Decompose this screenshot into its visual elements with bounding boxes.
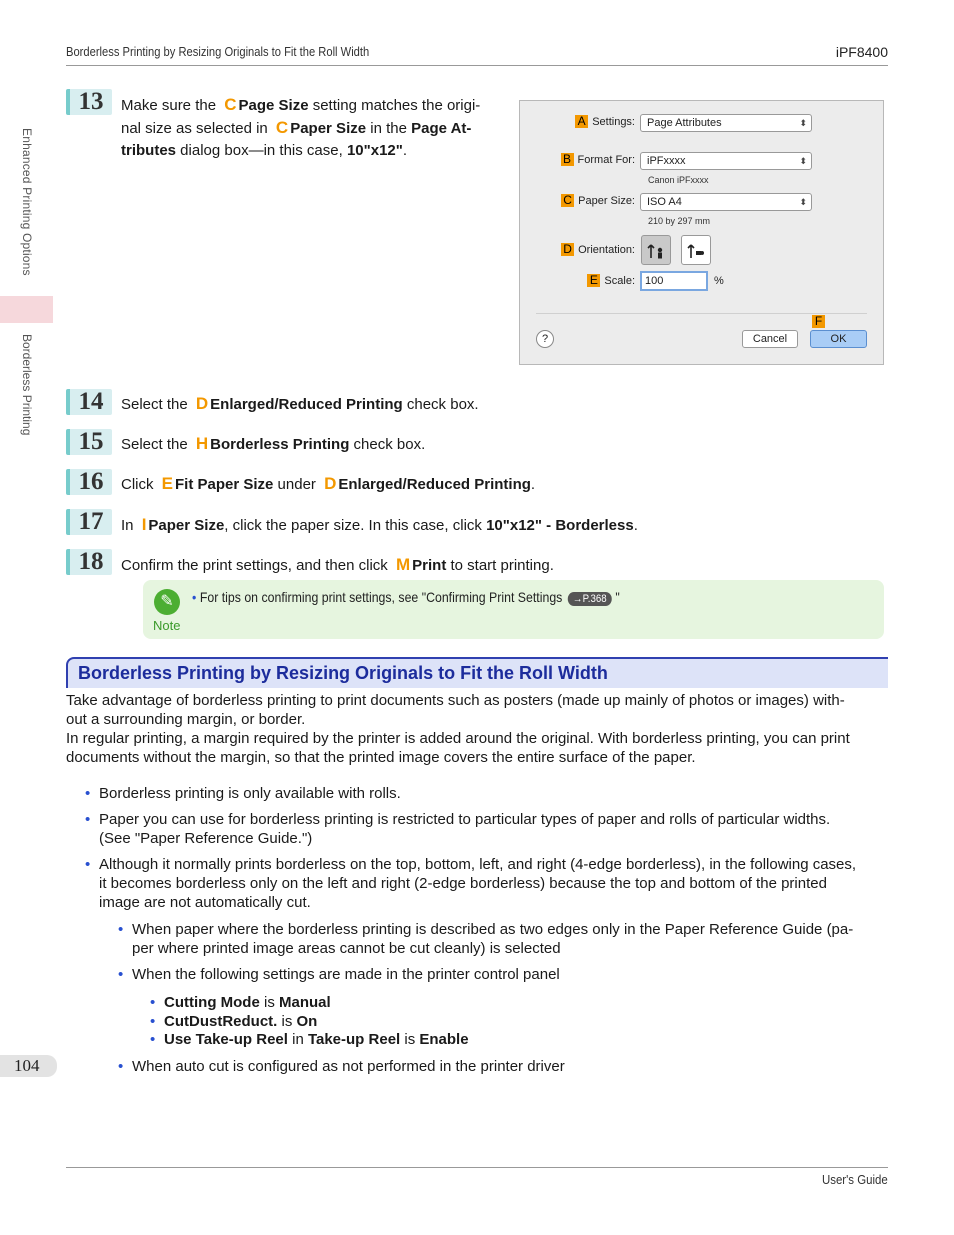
- intro-paragraph-2: In regular printing, a margin required by the printer is added around the original. With borderless printing, you can print documents without the margin, so that the printed image covers the entire surface of the paper.: [66, 730, 850, 766]
- section-heading-bar: [66, 657, 888, 688]
- orientation-label: D Orientation:: [545, 243, 635, 256]
- step-number: 16: [66, 469, 112, 495]
- step-13-text: Make sure the C Page Size setting matches the origi- nal size as selected in C Paper Size in the Page At- tributes dialog box—in this case, 10"x12".: [121, 95, 481, 159]
- format-for-popup[interactable]: iPFxxxx ⬍: [640, 152, 812, 170]
- step-15-text: Select the H Borderless Printing check box.: [121, 434, 426, 453]
- page-number: 104: [0, 1055, 57, 1077]
- help-button[interactable]: ?: [536, 330, 554, 348]
- format-for-printer-name: Canon iPFxxxx: [648, 175, 709, 185]
- pencil-icon: ✎: [154, 589, 180, 615]
- step-number: 13: [66, 89, 112, 115]
- note-label: Note: [153, 618, 181, 633]
- callout-badge: E: [587, 274, 600, 287]
- settings-popup[interactable]: Page Attributes ⬍: [640, 114, 812, 132]
- footer-guide-name: User's Guide: [822, 1172, 888, 1187]
- callout-badge: F: [812, 315, 825, 328]
- sidebar-chapter-tab: [0, 296, 53, 323]
- popup-arrows-icon: ⬍: [799, 197, 807, 207]
- scale-input[interactable]: 100: [640, 271, 708, 291]
- sub-bullet-control-panel: • When the following settings are made in the printer control panel: [118, 966, 560, 983]
- running-header-model: iPF8400: [835, 44, 888, 60]
- paper-size-dimensions: 210 by 297 mm: [648, 216, 711, 226]
- setting-cutting-mode: • Cutting Mode is Manual: [150, 994, 331, 1011]
- cancel-button[interactable]: Cancel: [742, 330, 798, 348]
- section-title: Borderless Printing by Resizing Originals to Fit the Roll Width: [78, 663, 608, 683]
- bullet-rolls-only: • Borderless printing is only available with rolls.: [85, 785, 401, 802]
- settings-label: A Settings:: [570, 115, 635, 128]
- popup-arrows-icon: ⬍: [799, 118, 807, 128]
- step-17-text: In I Paper Size, click the paper size. In this case, click 10"x12" - Borderless.: [121, 515, 638, 534]
- sub-bullet-paper-reference: • When paper where the borderless printing is described as two edges only in the Paper Reference Guide (pa- per where printed image areas cannot be cut cleanly) is selected: [118, 921, 854, 957]
- sidebar-chapter-label: Enhanced Printing Options: [20, 128, 34, 276]
- setting-take-up-reel: • Use Take-up Reel in Take-up Reel is Enable: [150, 1031, 469, 1048]
- step-number: 18: [66, 549, 112, 575]
- header-divider: [66, 65, 888, 66]
- setting-cutdustreduct: • CutDustReduct. is On: [150, 1013, 318, 1030]
- format-for-label: B Format For:: [550, 153, 635, 166]
- callout-badge: C: [561, 194, 574, 207]
- step-16-text: Click E Fit Paper Size under D Enlarged/Reduced Printing.: [121, 474, 536, 493]
- note-text: • For tips on confirming print settings, see "Confirming Print Settings →P.368 ": [192, 589, 620, 605]
- page-attributes-dialog: [519, 100, 884, 365]
- page-reference-link[interactable]: →P.368: [568, 592, 612, 606]
- sub-bullet-auto-cut: • When auto cut is configured as not performed in the printer driver: [118, 1058, 565, 1075]
- callout-badge: B: [561, 153, 574, 166]
- bullet-paper-restriction: • Paper you can use for borderless printing is restricted to particular types of paper and rolls of particular widths. (See "Paper Reference Guide."): [85, 811, 831, 847]
- step-number: 17: [66, 509, 112, 535]
- popup-arrows-icon: ⬍: [799, 156, 807, 166]
- intro-paragraph-1: Take advantage of borderless printing to print documents such as posters (made up mainly of photos or images) with- out a surrounding margin, or border.: [66, 692, 845, 728]
- callout-badge: D: [561, 243, 574, 256]
- note-box: [143, 580, 884, 639]
- step-number: 14: [66, 389, 112, 415]
- scale-label: E Scale:: [570, 274, 635, 287]
- step-14-text: Select the D Enlarged/Reduced Printing check box.: [121, 394, 479, 413]
- paper-size-popup[interactable]: ISO A4 ⬍: [640, 193, 812, 211]
- step-number: 15: [66, 429, 112, 455]
- landscape-icon: [685, 240, 707, 262]
- paper-size-label: C Paper Size:: [550, 194, 635, 207]
- ok-button[interactable]: OK: [810, 330, 867, 348]
- ok-callout: [812, 315, 829, 328]
- scale-unit: %: [714, 275, 724, 287]
- running-header-title: Borderless Printing by Resizing Originals to Fit the Roll Width: [66, 44, 370, 59]
- portrait-icon: [645, 240, 667, 262]
- footer-divider: [66, 1167, 888, 1168]
- landscape-orientation-button[interactable]: [681, 235, 711, 265]
- portrait-orientation-button[interactable]: [641, 235, 671, 265]
- bullet-two-edge-cases: • Although it normally prints borderless on the top, bottom, left, and right (4-edge borderless), in the following cases, it becomes borderless only on the left and right (2-edge borderless) because the top and bottom of the printed image are not automatically cut.: [85, 856, 857, 911]
- callout-badge: A: [575, 115, 588, 128]
- dialog-divider: [536, 313, 867, 314]
- sidebar-section-label: Borderless Printing: [20, 334, 34, 436]
- step-18-text: Confirm the print settings, and then click M Print to start printing.: [121, 555, 554, 574]
